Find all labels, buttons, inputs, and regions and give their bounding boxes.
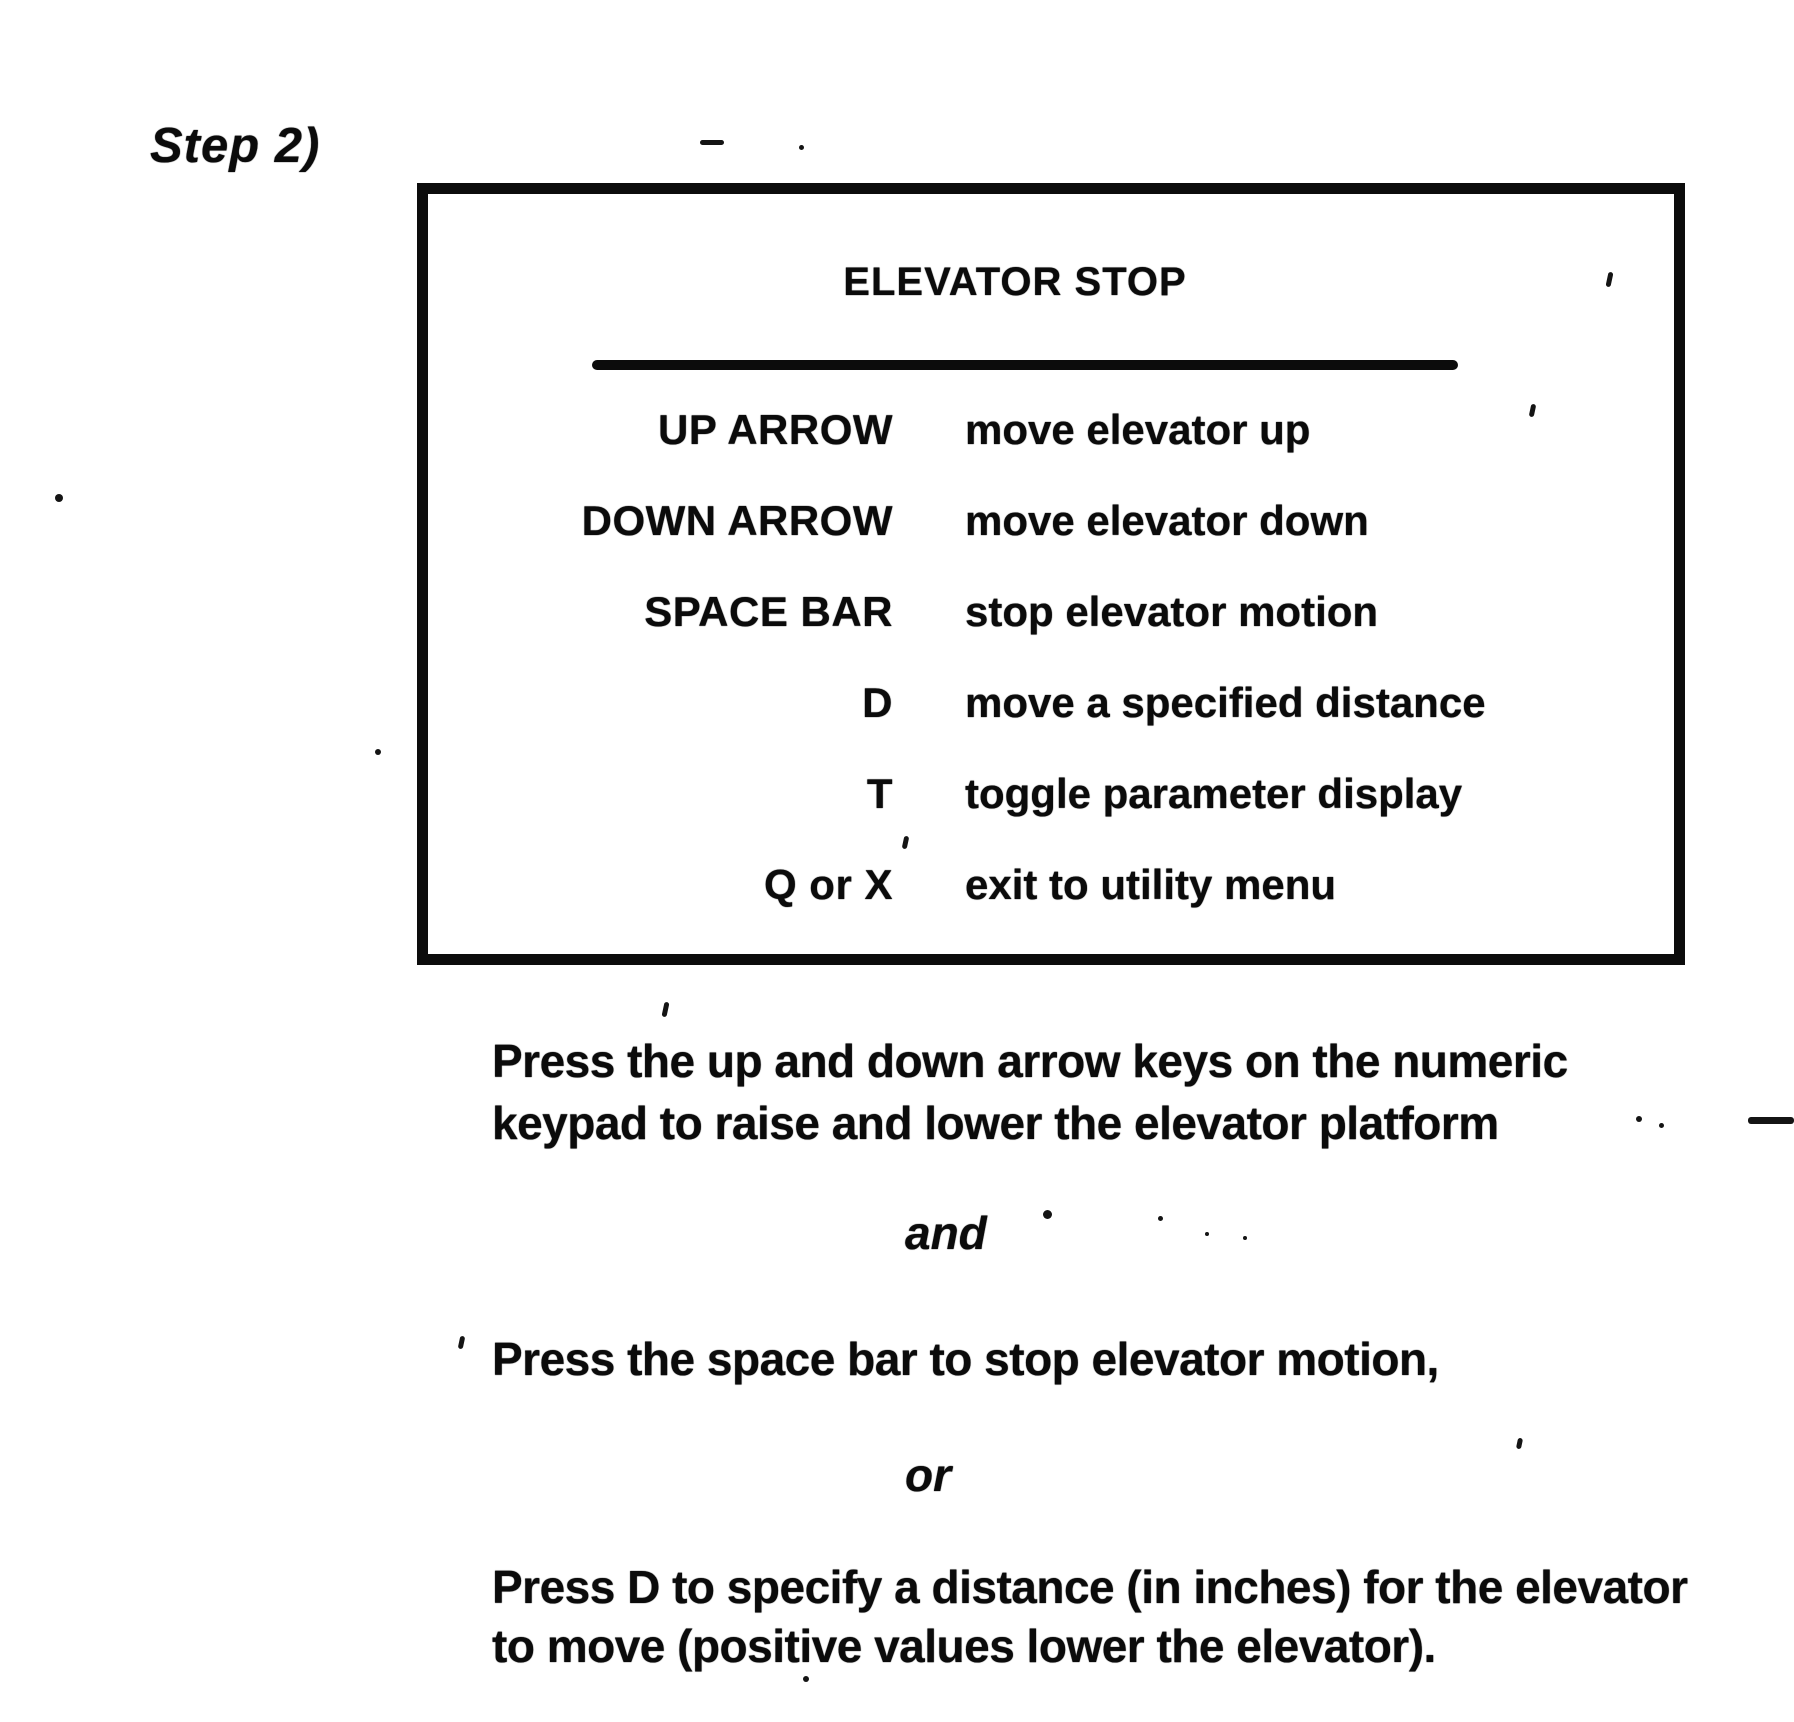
paragraph-line: Press D to specify a distance (in inches) for the elevator [492,1561,1688,1613]
menu-action: stop elevator motion [965,587,1379,635]
menu-key: SPACE BAR [644,587,893,635]
step-label: Step 2) [150,119,321,173]
instruction-paragraph-arrows [492,1030,1568,1154]
scan-artifact [1158,1216,1163,1221]
instruction-paragraph-spacebar: Press the space bar to stop elevator motion, [492,1333,1439,1385]
scan-artifact [1243,1236,1247,1240]
scan-artifact [803,1676,809,1682]
scan-artifact [1043,1210,1052,1219]
paragraph-line: keypad to raise and lower the elevator platform [492,1097,1499,1149]
instruction-paragraph-distance [492,1558,1688,1676]
elevator-stop-menu-box [417,183,1685,965]
scan-artifact [1659,1123,1664,1128]
menu-key: Q or X [763,860,893,908]
menu-item-d [428,657,1674,748]
menu-item-t [428,748,1674,839]
menu-action: toggle parameter display [965,769,1463,817]
scan-artifact [799,145,804,150]
scan-artifact [661,1002,669,1018]
scan-artifact [458,1336,466,1350]
scan-artifact [375,749,381,755]
menu-action: exit to utility menu [965,860,1337,908]
menu-key: UP ARROW [658,405,893,453]
menu-item-up-arrow [428,384,1674,475]
scan-artifact [1636,1116,1642,1122]
menu-item-down-arrow [428,475,1674,566]
scan-artifact [1748,1117,1794,1124]
menu-item-space-bar [428,566,1674,657]
menu-key: DOWN ARROW [581,496,893,544]
connector-and: and [905,1207,987,1259]
title-underline-rule [592,360,1458,370]
menu-key: T [866,769,893,817]
scan-artifact [1205,1232,1209,1236]
menu-title: ELEVATOR STOP [843,260,1187,304]
paragraph-line: to move (positive values lower the elevator). [492,1620,1436,1672]
scan-artifact [700,140,724,145]
menu-action: move elevator up [965,405,1311,453]
paragraph-line: Press the up and down arrow keys on the numeric [492,1035,1568,1087]
menu-key: D [862,678,893,726]
menu-item-q-or-x [428,839,1674,930]
menu-command-list [428,384,1674,930]
scan-artifact [55,494,63,502]
scan-artifact [1516,1438,1523,1450]
menu-action: move elevator down [965,496,1369,544]
menu-action: move a specified distance [965,678,1486,726]
connector-or: or [905,1449,951,1501]
